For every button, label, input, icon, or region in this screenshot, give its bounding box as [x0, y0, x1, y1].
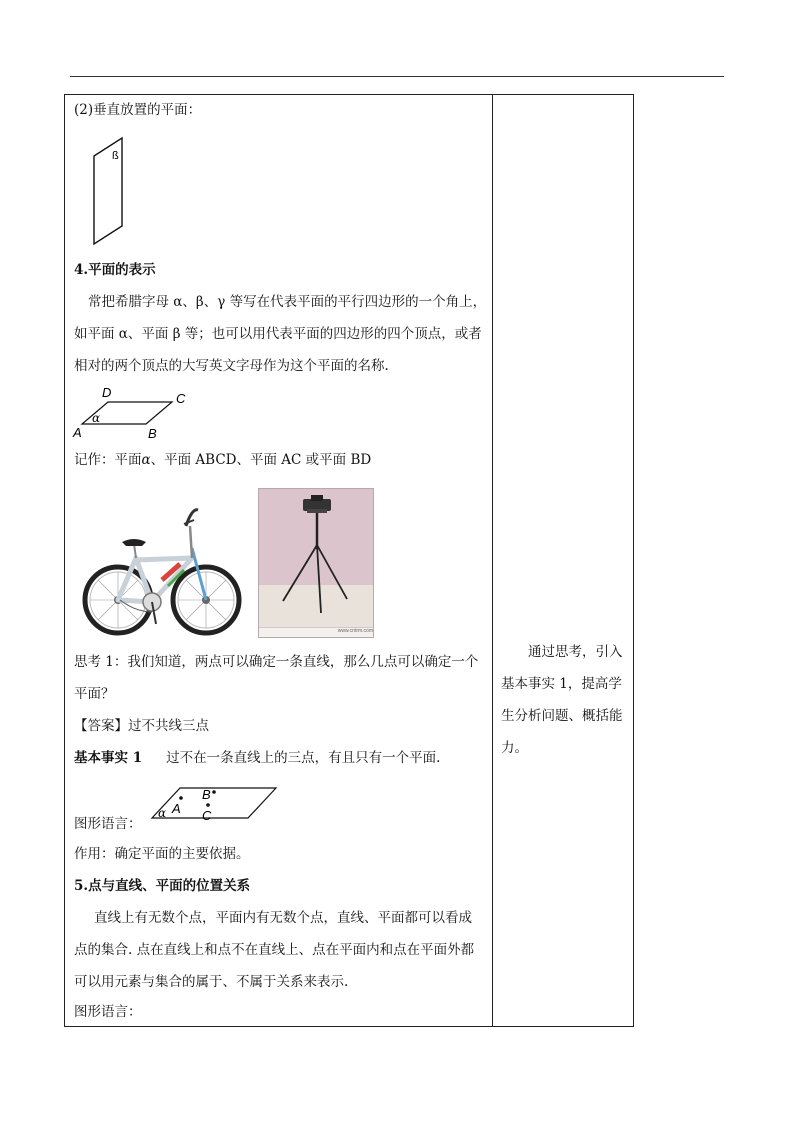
notation-suffix: 、平面 ABCD、平面 AC 或平面 BD [150, 452, 372, 468]
para-5-line-3: 可以用元素与集合的属于、不属于关系来表示. [74, 974, 349, 990]
side-note-line-1: 通过思考，引入 [528, 644, 623, 660]
think-1-line-2: 平面？ [74, 686, 115, 702]
para-4-line-1: 常把希腊字母 α、β、γ 等写在代表平面的平行四边形的一个角上， [88, 294, 487, 310]
tripod-drawing [259, 489, 373, 627]
answer-text: 【答案】过不共线三点 [74, 718, 209, 734]
heading-plane-representation: 4.平面的表示 [74, 262, 156, 278]
alpha-label: α [92, 411, 101, 425]
notation-prefix: 记作：平面 [74, 452, 142, 468]
notation-line [74, 454, 371, 468]
think-1-line-1: 思考 1：我们知道，两点可以确定一条直线，那么几点可以确定一个 [74, 654, 479, 670]
para-5-line-1: 直线上有无数个点，平面内有无数个点，直线、平面都可以看成 [94, 910, 472, 926]
header-rule [70, 76, 724, 77]
fact-1-line [74, 752, 440, 766]
vertex-b: B [148, 426, 157, 441]
vertex-a: A [73, 425, 82, 440]
parallelogram-abcd-figure [70, 384, 200, 444]
bicycle-image [80, 500, 250, 640]
purpose-text: 作用：确定平面的主要依据。 [74, 846, 250, 862]
section-vertical-plane: (2)垂直放置的平面： [74, 102, 202, 118]
para-4-line-3: 相对的两个顶点的大写英文字母作为这个平面的名称. [74, 358, 389, 374]
fact-1-text: 过不在一条直线上的三点，有且只有一个平面. [166, 750, 441, 766]
para-4-line-2: 如平面 α、平面 β 等；也可以用代表平面的四边形的四个顶点，或者 [74, 326, 482, 342]
heading-point-line-plane: 5.点与直线、平面的位置关系 [74, 878, 251, 894]
point-b: B [202, 787, 211, 802]
column-divider [492, 94, 493, 1027]
notation-alpha: α [141, 452, 151, 468]
beta-label: ß [112, 150, 119, 162]
para-5-line-2: 点的集合. 点在直线上和点不在直线上、点在平面内和点在平面外都 [74, 942, 475, 958]
side-note-line-3: 生分析问题、概括能 [501, 708, 623, 724]
side-note-line-2: 基本事实 1，提高学 [501, 676, 622, 692]
vertical-plane-figure [86, 134, 130, 250]
alpha-label: α [158, 806, 167, 820]
vertex-c: C [176, 391, 186, 406]
side-note-line-4: 力。 [501, 740, 528, 756]
point-c: C [202, 808, 212, 823]
plane-abc-figure [150, 780, 280, 824]
photo-caption: www.cntrm.com [259, 628, 373, 637]
vertex-d: D [102, 385, 112, 400]
point-a: A [172, 801, 181, 816]
graphic-language-label-1: 图形语言： [74, 816, 142, 832]
graphic-language-label-2: 图形语言： [74, 1004, 142, 1020]
tripod-photo [258, 488, 374, 638]
fact-1-title: 基本事实 1 [74, 750, 143, 766]
